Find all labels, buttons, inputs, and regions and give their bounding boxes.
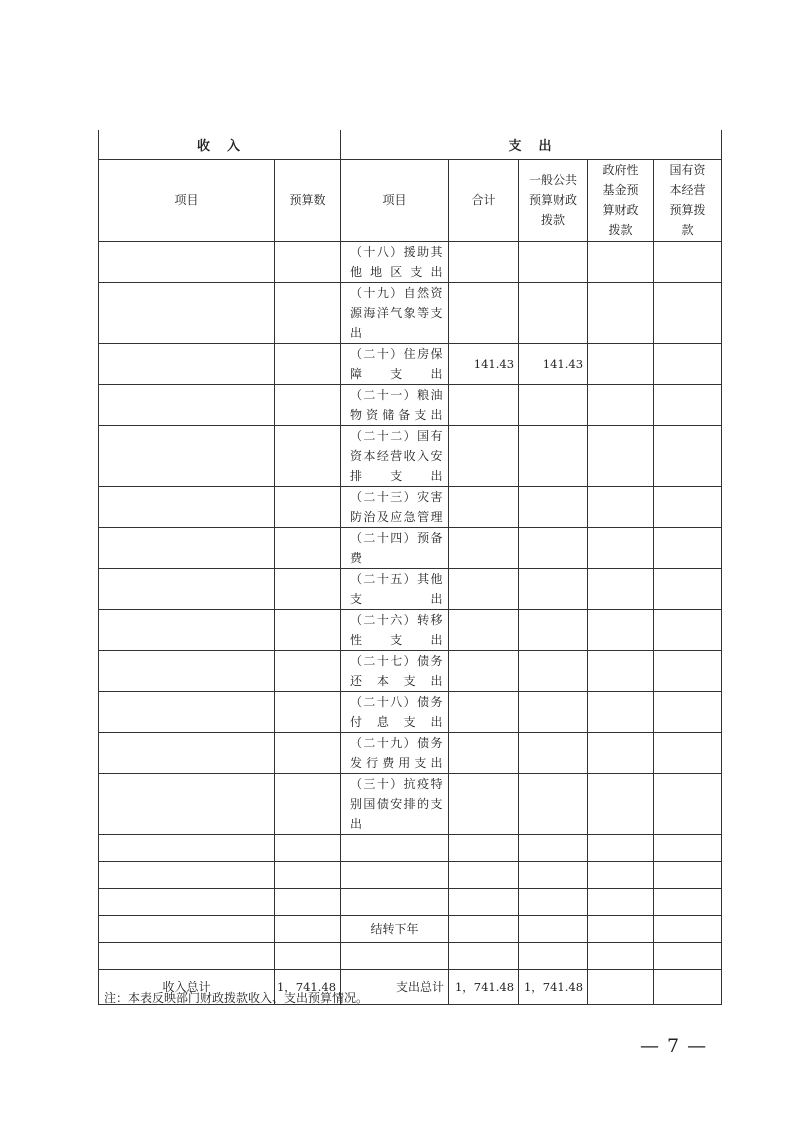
cell [588,861,654,888]
cell [341,834,449,861]
expense-total-cell [449,486,519,527]
table-row [99,773,722,834]
table-row [99,384,722,425]
table-row [99,942,722,969]
income-budget-cell [275,425,341,486]
cell [449,942,519,969]
expense-gov-fund-cell [588,527,654,568]
expense-total-header: 合计 [449,159,519,241]
cell [654,969,722,1004]
expense-total-cell [449,384,519,425]
header-line: 国有资 [669,163,706,177]
cell [519,888,588,915]
header-line: 一般公共 [529,173,578,187]
income-budget-cell [275,773,341,834]
income-budget-cell [275,343,341,384]
expense-item-line: （二十九）债务 [350,735,444,750]
expense-item-line: （二十七）债务 [350,653,444,668]
expense-gov-fund-cell [588,343,654,384]
table-row [99,568,722,609]
expense-total-cell [449,691,519,732]
expense-gov-fund-cell [588,650,654,691]
income-item-cell [99,773,275,834]
table-row [99,527,722,568]
cell [519,861,588,888]
expense-item-cell [341,609,449,650]
income-item-cell [99,650,275,691]
expense-general-cell [519,732,588,773]
income-budget-cell [275,384,341,425]
income-item-cell [99,241,275,282]
header-line: 预算拨 [669,203,706,217]
table-row [99,691,722,732]
header-line: 预算财政 [529,193,578,207]
expense-total-cell [449,527,519,568]
expense-gov-fund-cell [588,609,654,650]
expense-item-line: （二十三）灾害 [350,489,444,504]
table-row [99,888,722,915]
expense-general-cell [519,609,588,650]
expense-item-line: 资本经营收入安 [350,448,444,463]
expense-general-cell: 141.43 [519,343,588,384]
cell [654,942,722,969]
expense-general-cell [519,773,588,834]
expense-general-cell [519,527,588,568]
expense-state-capital-cell [654,425,722,486]
cell [519,942,588,969]
expense-item-cell [341,773,449,834]
income-budget-cell [275,650,341,691]
expense-gov-fund-cell [588,486,654,527]
table-note: 注：本表反映部门财政拨款收入、支出预算情况。 [104,991,369,1005]
income-item-cell [99,282,275,343]
cell [519,915,588,942]
carry-forward-row [99,915,722,942]
expense-gov-fund-cell [588,282,654,343]
expense-total-cell [449,609,519,650]
expense-gov-fund-cell [588,384,654,425]
expense-state-capital-cell [654,527,722,568]
expense-item-cell [341,527,449,568]
expense-item-cell [341,241,449,282]
income-total-value: 1，741.48 [275,969,341,1004]
expense-item-line: （十九）自然资 [350,285,444,300]
expense-state-capital-cell [654,732,722,773]
header-line: 算财政 [602,203,639,217]
expense-general-cell [519,486,588,527]
expense-item-cell [341,732,449,773]
expense-item-line: （十八）援助其 [350,244,444,259]
expense-general-cell [519,241,588,282]
expense-general-total-value: 1，741.48 [519,969,588,1004]
expense-item-line: （二十五）其他 [350,571,444,586]
cell [449,888,519,915]
cell [588,915,654,942]
income-budget-header: 预算数 [275,159,341,241]
expense-total-cell [449,773,519,834]
expense-item-line: 性支出 [350,632,444,647]
cell [99,915,275,942]
table-row [99,425,722,486]
gov-fund-header [588,159,654,241]
expense-general-cell [519,691,588,732]
expense-item-cell [341,425,449,486]
income-budget-cell [275,486,341,527]
expense-gov-fund-cell [588,568,654,609]
income-item-cell [99,425,275,486]
income-budget-cell [275,691,341,732]
table-row [99,609,722,650]
cell [654,888,722,915]
expense-item-line: （二十）住房保 [350,346,444,361]
general-budget-header [519,159,588,241]
expense-general-cell [519,282,588,343]
expense-total-cell [449,425,519,486]
cell [99,942,275,969]
cell [654,834,722,861]
expense-item-line: 发行费用支出 [350,755,444,770]
expense-state-capital-cell [654,486,722,527]
table-row [99,650,722,691]
income-budget-cell [275,527,341,568]
expense-state-capital-cell [654,691,722,732]
expense-gov-fund-cell [588,425,654,486]
table-row [99,732,722,773]
expense-item-line: 防治及应急管理 [350,509,444,524]
expense-item-line: 出 [350,325,363,340]
expense-item-cell [341,650,449,691]
cell [654,915,722,942]
cell [588,888,654,915]
expense-item-line: 他地区支出 [350,264,444,279]
expense-state-capital-cell [654,241,722,282]
income-item-cell [99,691,275,732]
cell [99,834,275,861]
expense-item-cell [341,343,449,384]
income-total-label: 收入总计 [99,969,275,1004]
expense-item-line: 别国债安排的支 [350,796,444,811]
expense-total-label: 支出总计 [341,969,449,1004]
budget-table [98,130,722,1005]
expense-general-cell [519,650,588,691]
expense-state-capital-cell [654,568,722,609]
expense-total-cell [449,282,519,343]
cell [588,834,654,861]
expense-item-cell [341,282,449,343]
expense-item-line: 费 [350,550,363,565]
expense-item-line: 支出 [350,591,444,606]
table-row [99,241,722,282]
cell [449,834,519,861]
header-line: 政府性 [602,163,639,177]
cell [654,861,722,888]
cell [99,888,275,915]
expense-state-capital-cell [654,650,722,691]
header-line: 拨款 [608,223,633,237]
expense-item-header: 项目 [341,159,449,241]
expense-item-cell [341,568,449,609]
income-budget-cell [275,568,341,609]
income-section-header: 收 入 [99,130,341,159]
income-item-cell [99,732,275,773]
expense-item-line: 出 [350,816,363,831]
income-item-cell [99,343,275,384]
expense-total-cell [449,241,519,282]
expense-item-line: 排支出 [350,468,444,483]
expense-total-value: 1，741.48 [449,969,519,1004]
cell [275,915,341,942]
expense-general-cell [519,384,588,425]
expense-state-capital-cell [654,609,722,650]
expense-item-line: 付息支出 [350,714,444,729]
expense-item-line: （二十八）债务 [350,694,444,709]
expense-gov-fund-cell [588,691,654,732]
cell [341,888,449,915]
cell [275,861,341,888]
expense-gov-fund-cell [588,773,654,834]
cell [588,969,654,1004]
table-row [99,282,722,343]
header-line: 款 [681,223,694,237]
expense-item-cell [341,486,449,527]
expense-general-cell [519,425,588,486]
cell [519,834,588,861]
table-row [99,486,722,527]
expense-state-capital-cell [654,773,722,834]
header-line: 基金预 [602,183,639,197]
income-item-cell [99,384,275,425]
expense-state-capital-cell [654,343,722,384]
header-line: 拨款 [541,213,566,227]
expense-state-capital-cell [654,384,722,425]
expense-total-cell [449,568,519,609]
expense-item-line: 源海洋气象等支 [350,305,444,320]
expense-item-line: （二十四）预备 [350,530,444,545]
income-item-header: 项目 [99,159,275,241]
expense-item-line: （二十一）粮油 [350,387,444,402]
header-line: 本经营 [669,183,706,197]
table-row [99,834,722,861]
cell [449,915,519,942]
income-item-cell [99,568,275,609]
expense-gov-fund-cell [588,732,654,773]
cell [341,942,449,969]
expense-gov-fund-cell [588,241,654,282]
income-item-cell [99,609,275,650]
expense-total-cell: 141.43 [449,343,519,384]
income-item-cell [99,527,275,568]
income-budget-cell [275,732,341,773]
expense-item-line: （二十二）国有 [350,428,444,443]
income-budget-cell [275,282,341,343]
table-row [99,861,722,888]
income-budget-cell [275,609,341,650]
cell [341,861,449,888]
expense-total-cell [449,732,519,773]
table-row [99,343,722,384]
cell [449,861,519,888]
income-budget-cell [275,241,341,282]
cell [275,888,341,915]
expense-total-cell [449,650,519,691]
expense-item-line: 物资储备支出 [350,407,444,422]
expense-item-line: 还本支出 [350,673,444,688]
cell [588,942,654,969]
carry-forward-label: 结转下年 [341,915,449,942]
expense-general-cell [519,568,588,609]
expense-item-cell [341,691,449,732]
cell [275,942,341,969]
expense-item-line: （二十六）转移 [350,612,444,627]
cell [275,834,341,861]
expense-item-line: （三十）抗疫特 [350,776,444,791]
cell [99,861,275,888]
expense-state-capital-cell [654,282,722,343]
page-number: — 7 — [640,1035,708,1057]
expense-item-cell [341,384,449,425]
expense-section-header: 支 出 [341,130,722,159]
income-item-cell [99,486,275,527]
expense-item-line: 障支出 [350,366,444,381]
state-capital-header [654,159,722,241]
